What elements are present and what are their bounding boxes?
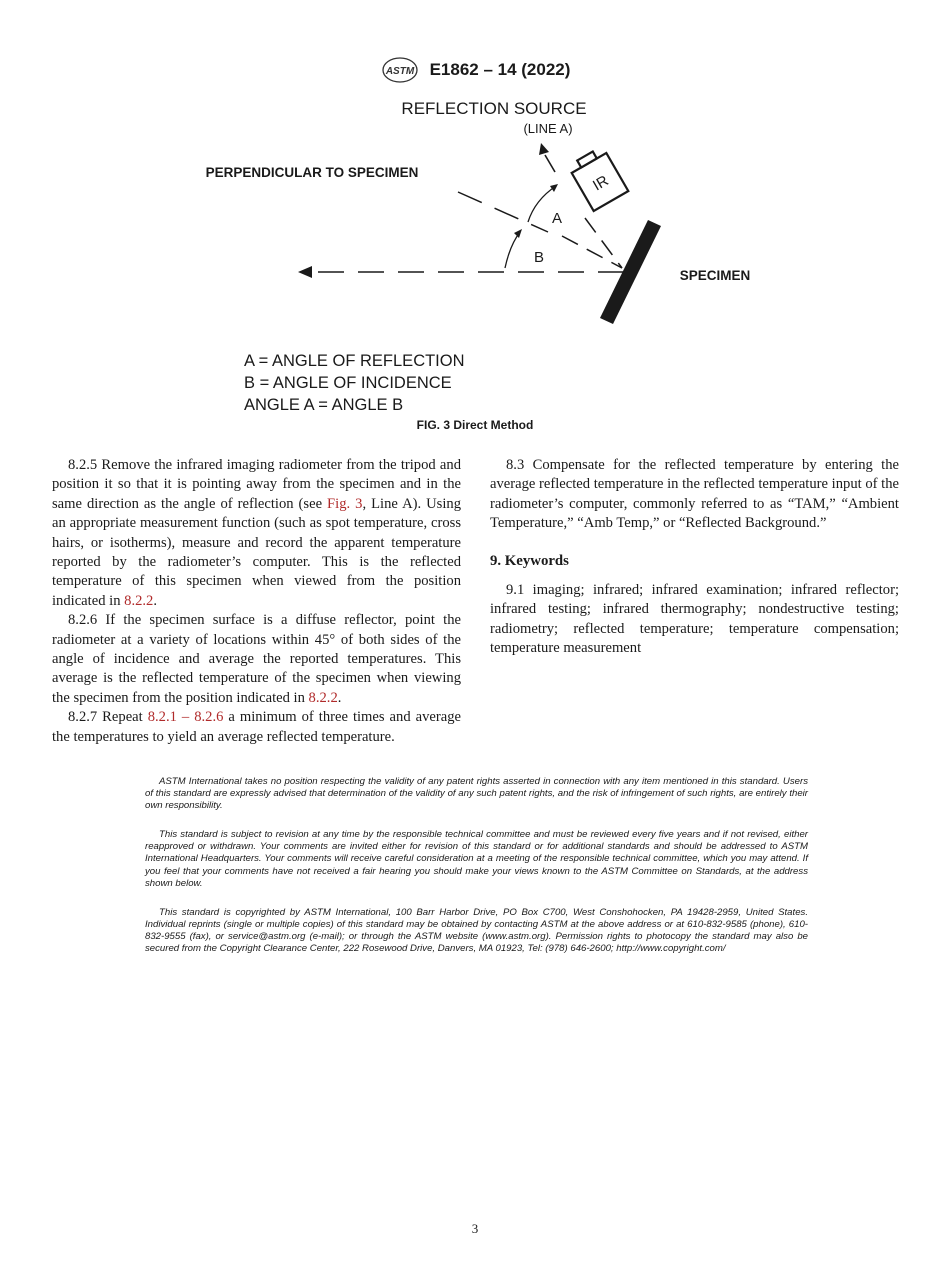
figure-title: REFLECTION SOURCE (401, 99, 587, 118)
section-heading-keywords: 9. Keywords (490, 552, 569, 569)
figure-3-diagram (0, 0, 950, 440)
paragraph-8-2-7: 8.2.7 Repeat 8.2.1 – 8.2.6 a minimum of three times and average the temperatures to yield an average reflected temperature. (52, 709, 461, 745)
standard-designation: E1862 – 14 (2022) (429, 60, 571, 79)
link-8-2-2[interactable]: 8.2.2 (124, 592, 154, 609)
incidence-dashed-line (585, 218, 622, 268)
page-number: 3 (471, 1221, 479, 1236)
link-8-2-1-to-8-2-6[interactable]: 8.2.1 – 8.2.6 (147, 709, 224, 726)
angle-b-arc (505, 232, 520, 268)
notice-copyright: This standard is copyrighted by ASTM International, 100 Barr Harbor Drive, PO Box C700, West Conshohocken, PA 19428-2959, United States. Individual reprints (single or multiple copies) of this standard may be obtained by contacting ASTM at the above address or at 610-832-9585 (phone), 610-832-9555 (fax), or service@astm.org (e-mail); or through the ASTM website (www.astm.org). Permission rights to photocopy the standard may also be secured from the Copyright Clearance Center, 222 Rosewood Drive, Danvers, MA 01923, Tel: (978) 646-2600; http://www.copyright.com/ (145, 906, 808, 955)
legend-line-1: A = ANGLE OF REFLECTION (244, 352, 465, 370)
figure-caption: FIG. 3 Direct Method (416, 418, 534, 432)
line-a-arrowhead (539, 143, 549, 155)
left-column (52, 456, 461, 747)
legend-line-3: ANGLE A = ANGLE B (244, 396, 404, 414)
perpendicular-label: PERPENDICULAR TO SPECIMEN (205, 165, 419, 180)
paragraph-8-2-6: 8.2.6 If the specimen surface is a diffuse reflector, point the radiometer at a variety of locations within 45° of both sides of the angle of incidence and average the reported temperatures. This average is the reflected temperature of the specimen when viewing the specimen from the position indicated in 8.2.2. (52, 612, 461, 706)
astm-logo-text: ASTM (385, 66, 414, 77)
line-a-arrow (545, 155, 555, 172)
line-a-label: (LINE A) (523, 121, 573, 136)
perpendicular-dashed-line (458, 192, 548, 232)
specimen-label: SPECIMEN (679, 268, 751, 283)
paragraph-9-1: 9.1 imaging; infrared; infrared examination; infrared reflector; infrared testing; infrared thermography; nondestructive testing; radiometry; reflected temperature; temperature compensation; temperature measurement (490, 582, 899, 657)
astm-notices (145, 776, 808, 972)
notice-patent: ASTM International takes no position respecting the validity of any patent rights asserted in connection with any item mentioned in this standard. Users of this standard are expressly advised that determination of the validity of any such patent rights, and the risk of infringement of such rights, are entirely their own responsibility. (145, 776, 808, 812)
link-fig-3[interactable]: Fig. 3 (327, 495, 363, 512)
ir-camera-icon (568, 146, 629, 211)
horizontal-arrowhead (298, 266, 312, 278)
paragraph-8-3: 8.3 Compensate for the reflected temperature by entering the average reflected temperature in the reflected temperature input of the radiometer’s computer, commonly referred to as “TAM,” “Ambient Temperature,” “Amb Temp,” or “Reflected Background.” (490, 457, 899, 532)
angle-a-label: A (551, 210, 563, 227)
angle-b-label: B (533, 249, 545, 266)
link-8-2-2-b[interactable]: 8.2.2 (308, 689, 338, 706)
legend-line-2: B = ANGLE OF INCIDENCE (244, 374, 452, 392)
reflected-dashed-line (562, 236, 622, 268)
ir-label: IR (590, 172, 612, 195)
right-column (490, 456, 899, 659)
paragraph-8-2-5: 8.2.5 Remove the infrared imaging radiometer from the tripod and position it so that it is pointing away from the specimen and in the same direction as the angle of reflection (see Fig. 3, Line A). Using an appropriate measurement function (such as spot temperature, cross hairs, or isotherms), measure and record the apparent temperature reported by the radiometer’s computer. This is the reflected temperature of this specimen when viewed from the position indicated in 8.2.2. (52, 457, 461, 609)
notice-revision: This standard is subject to revision at any time by the responsible technical committee and must be reviewed every five years and if not revised, either reapproved or withdrawn. Your comments are invited either for revision of this standard or for additional standards and should be addressed to ASTM International Headquarters. Your comments will receive careful consideration at a meeting of the responsible technical committee, which you may attend. If you feel that your comments have not received a fair hearing you should make your views known to the ASTM Committee on Standards, at the address shown below. (145, 829, 808, 889)
